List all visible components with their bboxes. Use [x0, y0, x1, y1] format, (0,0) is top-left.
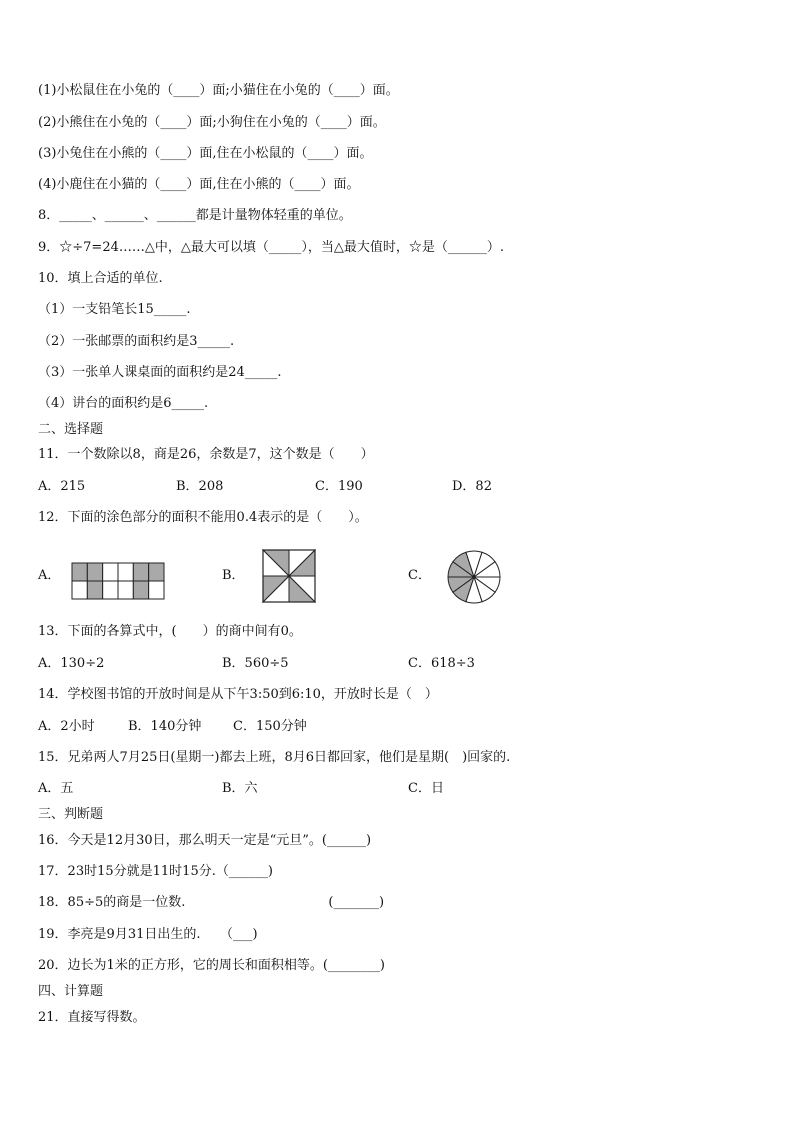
grid-cell	[87, 563, 102, 581]
question-13: 13．下面的各算式中，( ）的商中间有0。	[38, 624, 302, 639]
grid-figure	[71, 562, 165, 600]
q10-sub1: （1）一支铅笔长15_____.	[38, 302, 191, 317]
question-10: 10．填上合适的单位.	[38, 271, 163, 286]
grid-cell	[87, 581, 102, 599]
grid-cell	[118, 581, 133, 599]
q11-option-a[interactable]: A．215	[38, 479, 86, 494]
q11-option-b[interactable]: B．208	[176, 479, 224, 494]
q13-option-c[interactable]: C．618÷3	[408, 656, 475, 671]
q15-option-a[interactable]: A．五	[38, 781, 74, 796]
question-18: 18．85÷5的商是一位数. (_______)	[38, 895, 385, 910]
question-15: 15．兄弟两人7月25日(星期一)都去上班，8月6日都回家，他们是星期( )回家的.	[38, 750, 511, 765]
q14-option-b[interactable]: B．140分钟	[128, 719, 202, 734]
grid-cell	[72, 563, 87, 581]
q15-option-b[interactable]: B．六	[222, 781, 258, 796]
question-21: 21．直接写得数。	[38, 1010, 146, 1025]
q15-option-c[interactable]: C．日	[408, 781, 444, 796]
circle-sector-figure	[446, 549, 502, 605]
grid-cell	[103, 581, 118, 599]
question-14: 14．学校图书馆的开放时间是从下午3:50到6:10，开放时长是（ ）	[38, 687, 438, 702]
question-17: 17．23时15分就是11时15分.（______)	[38, 864, 273, 879]
q10-sub2: （2）一张邮票的面积约是3_____.	[38, 334, 235, 349]
section-2-heading: 二、选择题	[38, 422, 104, 437]
q12-option-b[interactable]: B．	[222, 568, 245, 583]
question-12: 12．下面的涂色部分的面积不能用0.4表示的是（ ）。	[38, 510, 368, 525]
grid-cell	[118, 563, 133, 581]
question-11: 11．一个数除以8，商是26，余数是7，这个数是（ ）	[38, 447, 374, 462]
q14-option-a[interactable]: A．2小时	[38, 719, 95, 734]
section-4-heading: 四、计算题	[38, 984, 104, 999]
question-19: 19．李亮是9月31日出生的. （___)	[38, 927, 258, 942]
grid-cell	[149, 581, 164, 599]
q12-option-a[interactable]: A．	[38, 568, 61, 583]
q11-option-c[interactable]: C．190	[315, 479, 363, 494]
q7-sub3: (3)小兔住在小熊的（____）面,住在小松鼠的（____）面。	[38, 146, 373, 161]
grid-cell	[133, 563, 148, 581]
square-pinwheel-figure	[262, 549, 316, 603]
grid-cell	[103, 563, 118, 581]
grid-cell	[149, 563, 164, 581]
question-9: 9．☆÷7=24……△中，△最大可以填（_____），当△最大值时，☆是（______）.	[38, 240, 504, 255]
grid-cell	[72, 581, 87, 599]
q10-sub3: （3）一张单人课桌面的面积约是24_____.	[38, 365, 282, 380]
question-8: 8．_____、______、______都是计量物体轻重的单位。	[38, 208, 352, 223]
q7-sub1: (1)小松鼠住在小兔的（____）面;小猫住在小兔的（____）面。	[38, 83, 399, 98]
q13-option-a[interactable]: A．130÷2	[38, 656, 105, 671]
q10-sub4: （4）讲台的面积约是6_____.	[38, 396, 209, 411]
q7-sub2: (2)小熊住在小兔的（____）面;小狗住在小兔的（____）面。	[38, 115, 386, 130]
question-20: 20．边长为1米的正方形，它的周长和面积相等。(________)	[38, 958, 385, 973]
q14-option-c[interactable]: C．150分钟	[233, 719, 307, 734]
q11-option-d[interactable]: D．82	[452, 479, 492, 494]
q13-option-b[interactable]: B．560÷5	[222, 656, 289, 671]
question-16: 16．今天是12月30日，那么明天一定是“元旦”。(______)	[38, 833, 372, 848]
grid-cell	[133, 581, 148, 599]
q12-option-c[interactable]: C．	[408, 568, 431, 583]
section-3-heading: 三、判断题	[38, 807, 104, 822]
q7-sub4: (4)小鹿住在小猫的（____）面,住在小熊的（____）面。	[38, 177, 360, 192]
